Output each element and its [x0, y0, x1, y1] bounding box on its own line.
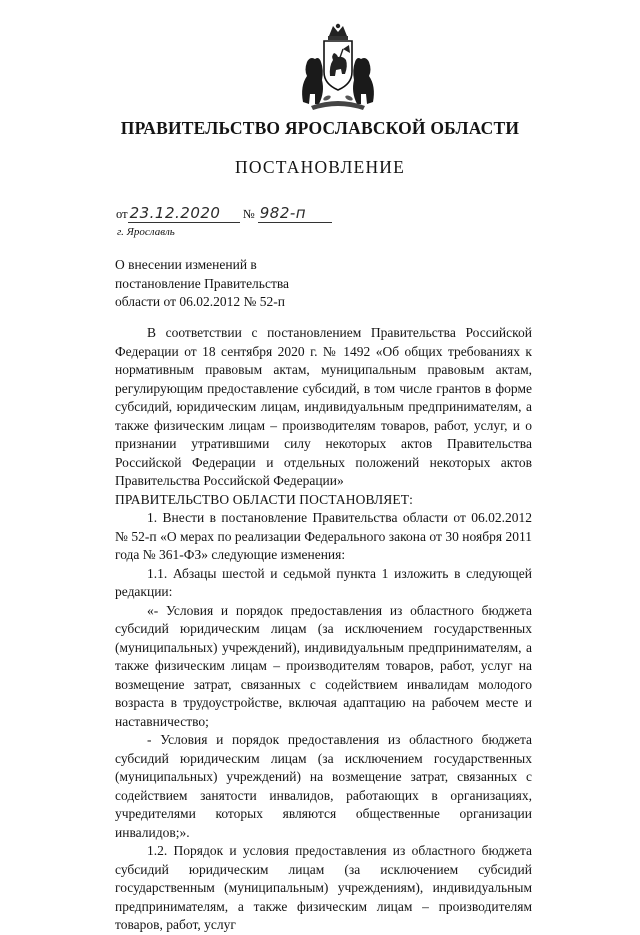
item-1-paragraph: 1. Внести в постановление Правительства области от 06.02.2012 № 52-п «О мерах по реализации Федерального закона от 30 ноября 2011 года № 361-ФЗ» следующие изменения: — [115, 510, 532, 562]
item-1-2-paragraph: 1.2. Порядок и условия предоставления из областного бюджета субсидий юридическим лицам (за исключением субсидий государственным (муниципальным) учреждениям), индивидуальным предпринимателям, а также физическим лицам – производителям товаров, работ, услуг — [115, 843, 532, 932]
subject-block — [115, 256, 355, 312]
handwritten-number: 982-п — [258, 204, 332, 223]
decree-heading: ПРАВИТЕЛЬСТВО ОБЛАСТИ ПОСТАНОВЛЯЕТ: — [115, 491, 413, 507]
date-number-line — [116, 204, 332, 223]
subject-line: постановление Правительства — [115, 275, 290, 291]
document-body — [115, 324, 532, 935]
handwritten-date: 23.12.2020 — [128, 204, 240, 223]
document-type: ПОСТАНОВЛЕНИЕ — [234, 157, 406, 177]
city-label: г. Ярославль — [117, 226, 175, 238]
organization-title: ПРАВИТЕЛЬСТВО ЯРОСЛАВСКОЙ ОБЛАСТИ — [120, 118, 520, 138]
number-prefix: № — [242, 207, 255, 221]
subject-line: области от 06.02.2012 № 52-п — [115, 294, 285, 310]
preamble-paragraph: В соответствии с постановлением Правительства Российской Федерации от 18 сентября 2020 г. № 1492 «Об общих требованиях к нормативным правовым актам, муниципальным правовым актам, регулирующим предоставление субсидий, в том числе грантов в форме субсидий, юридическим лицам, индивидуальным предпринимателям, а также физическим лицам – производителям товаров, работ, услуг, и о признании утратившими силу некоторых актов Правительства Российской Федерации и отдельных положений некоторых актов Правительства Российской Федерации» — [115, 325, 532, 488]
quote-paragraph-2: - Условия и порядок предоставления из областного бюджета субсидий юридическим лицам (за исключением государственных (муниципальных) учреждений) на возмещение затрат, связанных с содействием занятости инвалидов, работающих в организациях, учредителями которых являются общественные организации инвалидов;». — [115, 732, 532, 840]
subject-line: О внесении изменений в — [115, 257, 257, 272]
date-prefix: от — [116, 207, 128, 221]
item-1-1-paragraph: 1.1. Абзацы шестой и седьмой пункта 1 изложить в следующей редакции: — [115, 565, 532, 599]
quote-paragraph-1: «- Условия и порядок предоставления из областного бюджета субсидий юридическим лицам (за исключением государственных (муниципальных) учреждений), индивидуальным предпринимателям, а также физическим лицам – производителям товаров, работ, услуг на возмещение затрат, связанных с содействием инвалидам молодого возраста в трудоустройстве, включая адаптацию на рабочем месте и наставничество; — [115, 602, 532, 729]
coat-of-arms-emblem — [291, 22, 385, 114]
